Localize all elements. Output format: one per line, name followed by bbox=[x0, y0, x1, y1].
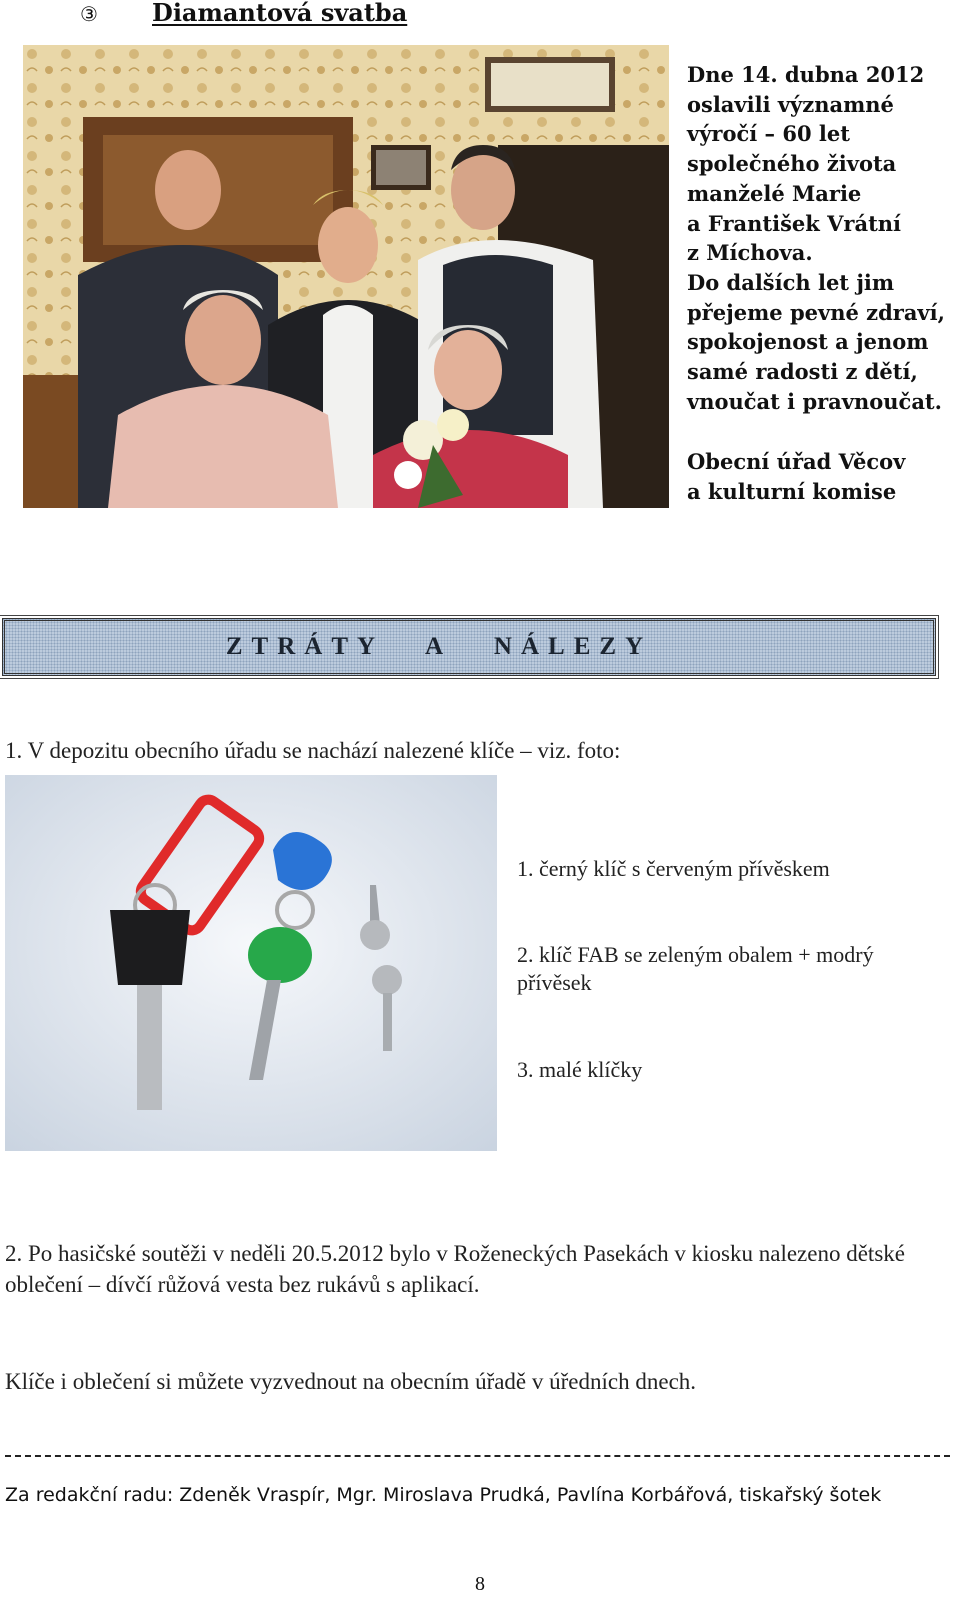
lost-and-found-banner bbox=[2, 618, 936, 676]
key-description: 1. černý klíč s červeným přívěskem bbox=[517, 856, 830, 881]
editorial-board: Za redakční radu: Zdeněk Vraspír, Mgr. Miroslava Prudká, Pavlína Korbářová, tiskařský šotek bbox=[5, 1484, 882, 1506]
page-number: 8 bbox=[475, 1573, 485, 1595]
anniversary-signature: Obecní úřad Věcov a kulturní komise bbox=[687, 449, 906, 504]
section-number: ③ bbox=[80, 2, 98, 26]
family-photo bbox=[23, 45, 669, 508]
family-photo-illustration bbox=[23, 45, 669, 508]
anniversary-text: Dne 14. dubna 2012 oslavili významné výročí – 60 let společného života manželé Marie a František Vrátní z Míchova. Do dalších let jim přejeme pevné zdraví, spokojenost a jenom samé radosti z dětí, vnoučat i pravnoučat. bbox=[687, 62, 945, 414]
keys-intro: 1. V depozitu obecního úřadu se nachází nalezené klíče – viz. foto: bbox=[5, 738, 621, 763]
clothing-found-text: 2. Po hasičské soutěži v neděli 20.5.2012 bylo v Roženeckých Pasekách v kiosku nalezeno dětské oblečení – dívčí růžová vesta bez rukávů s aplikací. bbox=[5, 1241, 905, 1297]
pickup-text: Klíče i oblečení si můžete vyzvednout na obecním úřadě v úředních dnech. bbox=[5, 1369, 697, 1394]
key-description: 3. malé klíčky bbox=[517, 1057, 643, 1082]
banner-title: ZTRÁTY A NÁLEZY bbox=[225, 633, 653, 660]
keys-photo-illustration bbox=[5, 775, 497, 1151]
footer-divider bbox=[5, 1455, 950, 1457]
keys-photo bbox=[5, 775, 497, 1151]
key-description: 2. klíč FAB se zeleným obalem + modrý přívěsek bbox=[517, 942, 874, 995]
section-heading bbox=[0, 0, 960, 36]
section-title: Diamantová svatba bbox=[152, 0, 408, 27]
